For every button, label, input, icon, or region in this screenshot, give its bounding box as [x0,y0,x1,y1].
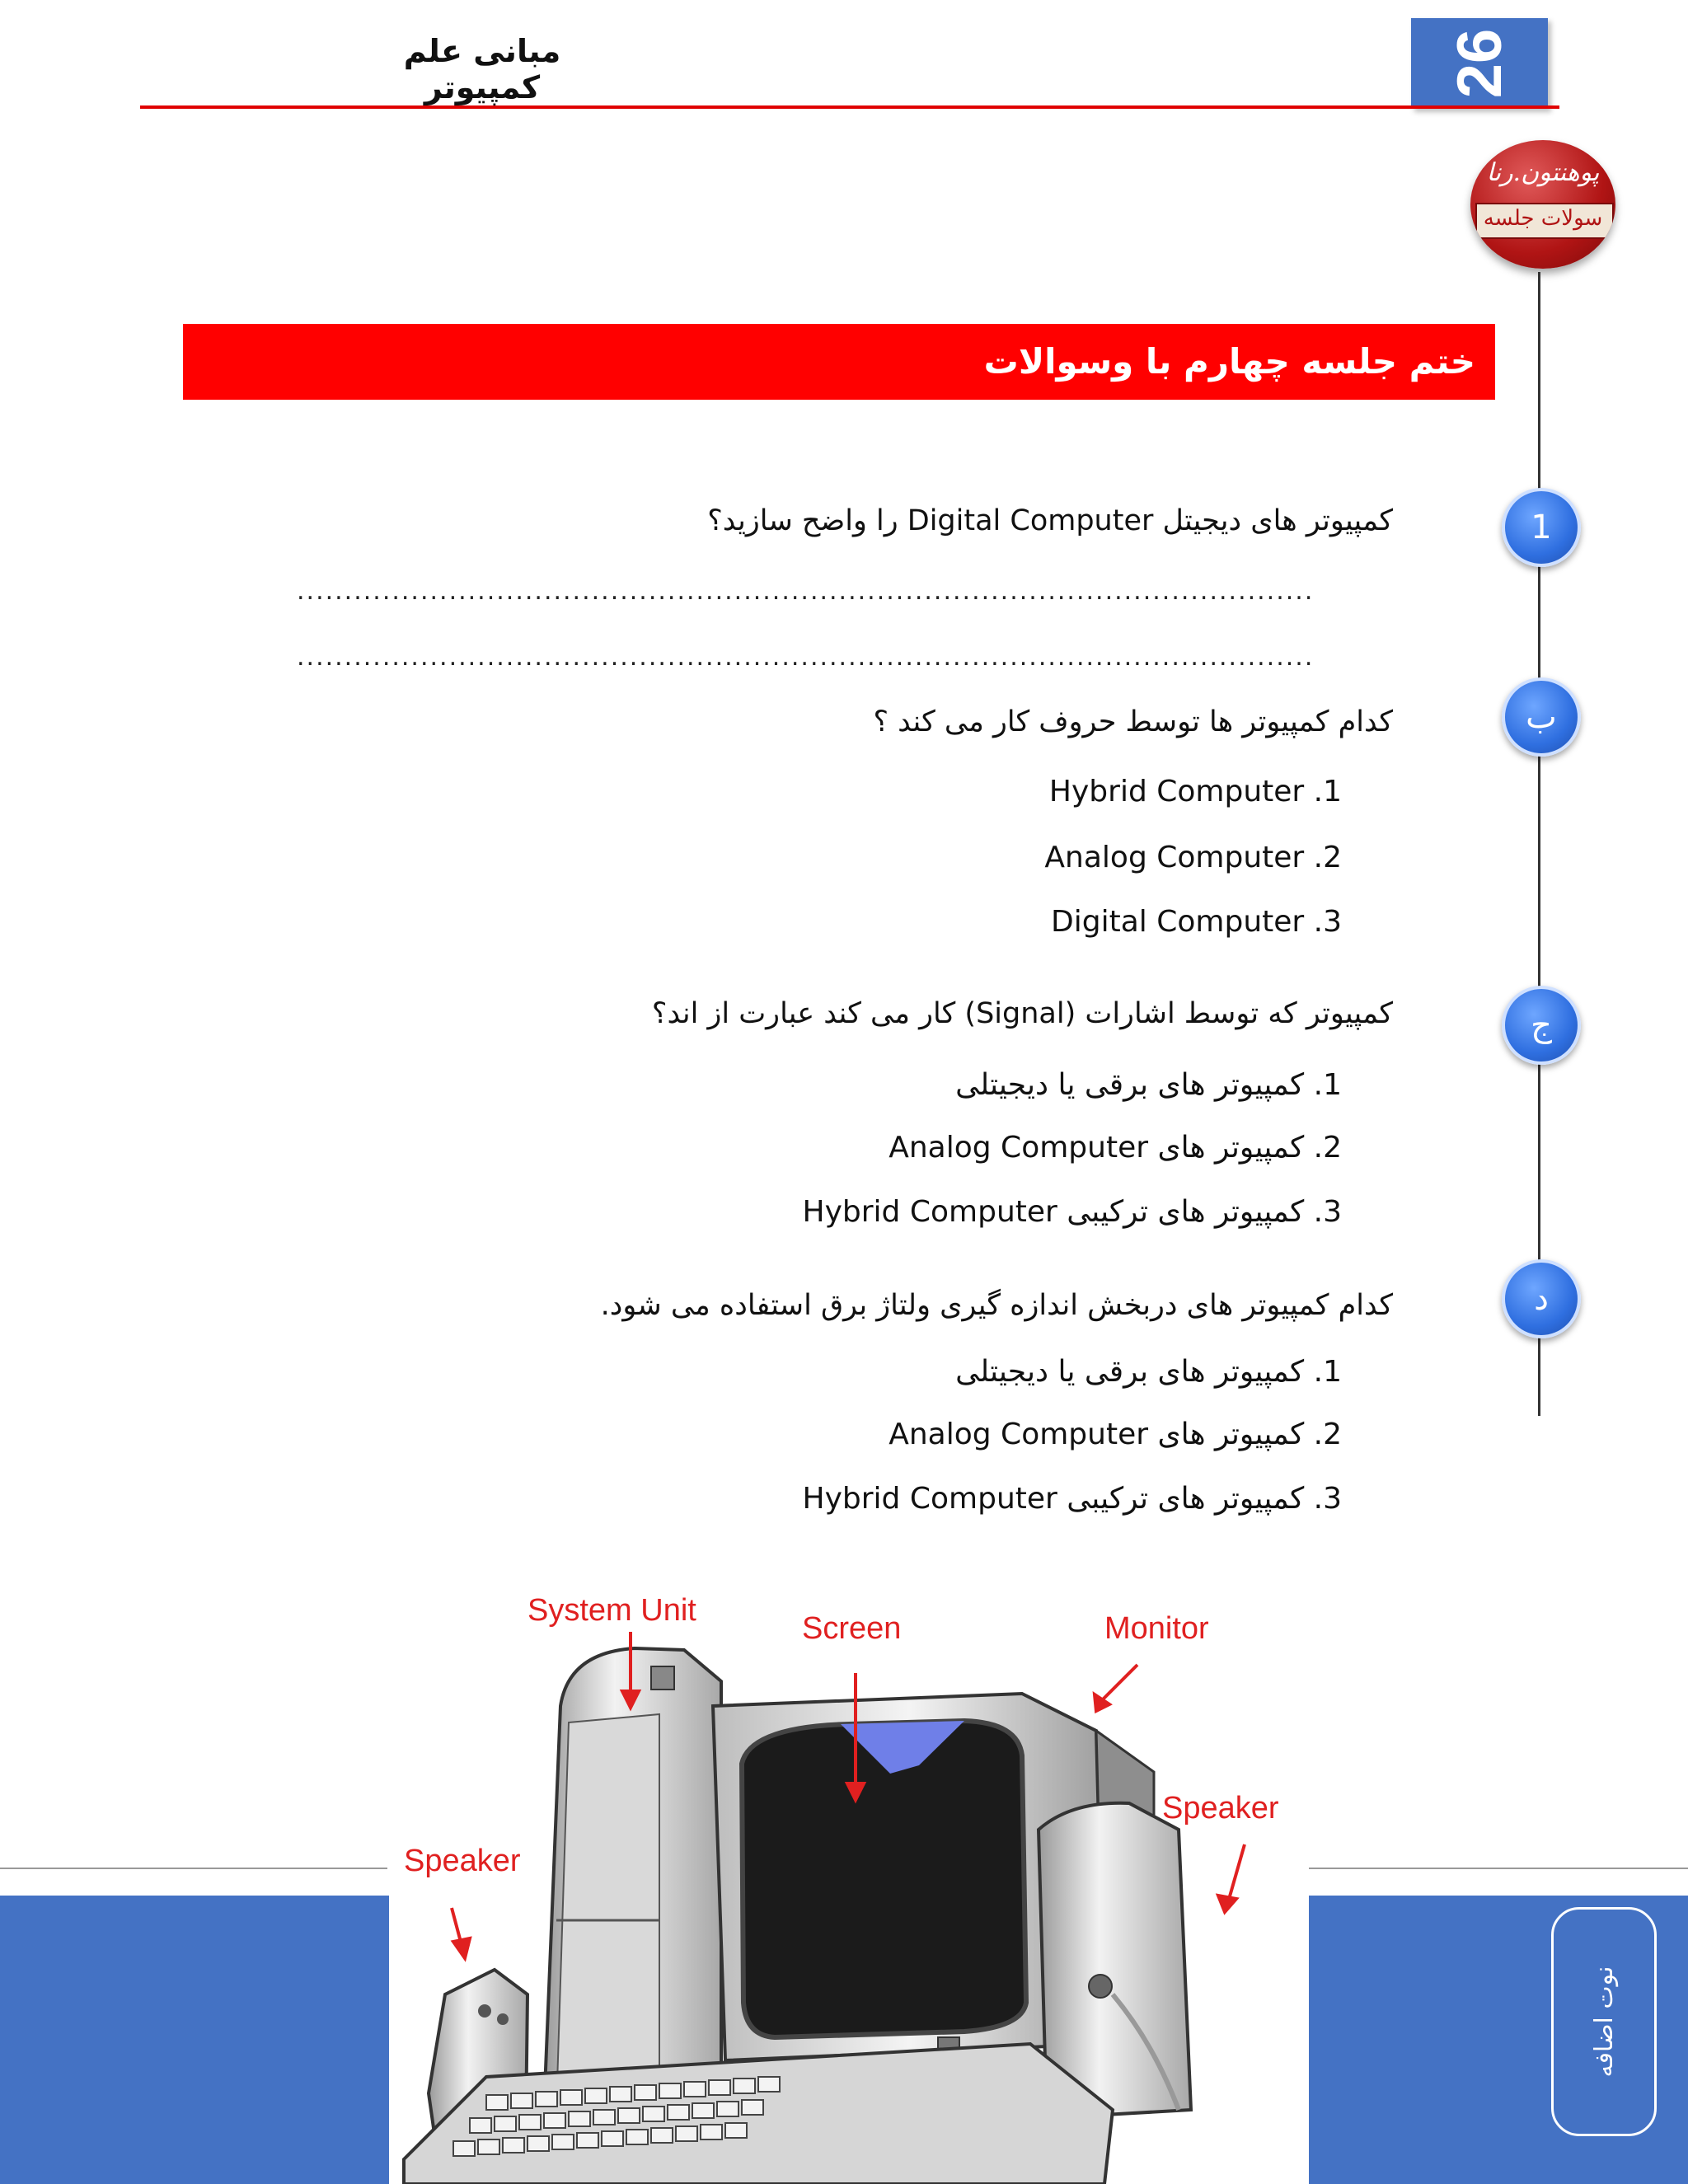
university-logo [1470,140,1615,269]
question-2-option-2: Analog Computer .2 [1044,841,1342,874]
header-title: مبانی علم کمپیوتر [403,33,561,105]
question-bubble-4: د [1502,1259,1581,1338]
logo-top-text: پوهنتون.رنا [1486,158,1600,187]
question-2-option-3: Digital Computer .3 [1051,905,1342,939]
computer-illustration [387,1582,1309,2184]
question-4-option-3: 3. کمپیوتر های ترکیبی Hybrid Computer [802,1482,1342,1516]
system-unit-shape [544,1648,721,2110]
timeline-line [1538,272,1540,1416]
label-speaker-left: Speaker [404,1844,521,1878]
answer-line: ........................................................................................................... [297,643,1315,672]
banner-title: ختم جلسه چهارم با وسوالات : [983,341,1475,452]
question-1-text: کمپیوتر های دیجیتل Digital Computer را واضح سازید؟ [707,504,1393,537]
label-system-unit: System Unit [528,1593,696,1628]
logo-bottom-text: سولات جلسه [1483,206,1603,231]
question-bubble-2: ب [1502,677,1581,757]
question-3-option-2: 2. کمپیوتر های Analog Computer [889,1131,1342,1165]
notes-label: نوت اضافه [1589,1966,1619,2078]
label-screen: Screen [802,1611,902,1646]
footer-panel-left [0,1896,389,2184]
notes-box [1551,1907,1657,2136]
question-4-option-1: 1. کمپیوتر های برقی یا دیجیتلی [955,1355,1342,1389]
question-4-option-2: 2. کمپیوتر های Analog Computer [889,1418,1342,1451]
footer-rule-right [1309,1868,1688,1869]
label-speaker-right: Speaker [1162,1791,1279,1825]
question-4-text: کدام کمپیوتر های دربخش اندازه گیری ولتاژ برق استفاده می شود. [600,1289,1393,1322]
header-rule [140,105,1559,109]
page-number-box [1411,18,1548,109]
question-2-option-1: Hybrid Computer .1 [1048,775,1342,808]
label-monitor: Monitor [1104,1611,1209,1646]
question-bubble-1: 1 [1502,488,1581,567]
question-3-text: کمپیوتر که توسط اشارات (Signal) کار می کند عبارت از اند؟ [651,997,1393,1030]
question-bubble-3: ج [1502,986,1581,1065]
footer-rule-left [0,1868,387,1869]
question-3-option-3: 3. کمپیوتر های ترکیبی Hybrid Computer [802,1195,1342,1229]
page-number: 26 [1444,28,1515,99]
question-3-option-1: 1. کمپیوتر های برقی یا دیجیتلی [955,1068,1342,1102]
question-2-text: کدام کمپیوتر ها توسط حروف کار می کند ؟ [873,705,1393,738]
answer-line: ........................................................................................................... [297,577,1315,606]
